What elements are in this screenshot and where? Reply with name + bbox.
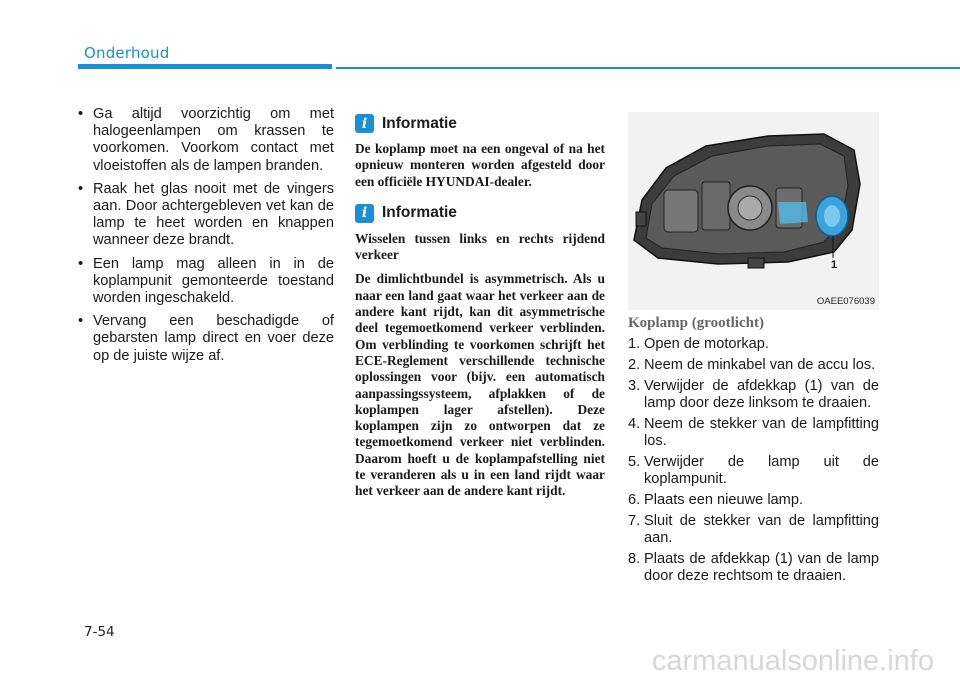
list-item: • Vervang een beschadigde of gebarsten lamp direct en voer deze op de juiste wijze af. (78, 313, 334, 364)
info-title: Informatie (382, 204, 457, 222)
list-item: 1. Open de motorkap. (628, 336, 769, 352)
header-rule-thin (336, 67, 960, 69)
headlamp-illustration (628, 112, 879, 310)
right-column (628, 315, 879, 589)
page-number: 7-54 (84, 624, 115, 640)
info-title: Informatie (382, 114, 457, 132)
list-item: 6. Plaats een nieuwe lamp. (628, 492, 804, 508)
list-item: • Ga altijd voorzichtig om met halogeenlampen om krassen te voorkomen. Voorkom contact met vloeistoffen als de lampen branden. (78, 106, 334, 174)
callout-label: 1 (831, 259, 838, 271)
procedure-title: Koplamp (grootlicht) (628, 315, 764, 331)
list-item: 7. Sluit de stekker van de lampfitting aan. (628, 513, 879, 546)
step-list (628, 336, 879, 585)
list-item: 4. Neem de stekker van de lampfitting los. (628, 416, 879, 449)
headlamp-figure (628, 112, 879, 310)
info-icon: i (355, 114, 374, 133)
info-text: De dimlichtbundel is asymmetrisch. Als u naar een land gaat waar het verkeer aan de andere kant rijdt, kan dit asymmetrische deel tegemoetkomend verkeer verblinden. Om verblinding te voorkomen schrijft het ECE-Reglement verschillende technische oplossingen voor (bijv. een automatisch aanpassingssysteem, afplakken of de koplampen lager afstellen). Deze koplampen zijn zo ontworpen dat ze tegemoetkomend verkeer niet verblinden. Daarom hoeft u de koplampafstelling niet te veranderen als u in een land rijdt waar het verkeer aan de andere kant rijdt. (355, 271, 605, 499)
list-item: • Raak het glas nooit met de vingers aan. Door achtergebleven vet kan de lamp te heet worden en knappen wanneer deze brandt. (78, 180, 334, 249)
watermark: carmanualsonline.info (651, 645, 934, 677)
list-item: 8. Plaats de afdekkap (1) van de lamp door deze rechtsom te draaien. (628, 551, 879, 584)
list-item: 2. Neem de minkabel van de accu los. (628, 357, 876, 373)
list-item: 5. Verwijder de lamp uit de koplampunit. (628, 454, 879, 487)
info-icon: i (355, 204, 374, 223)
info-box-1 (355, 114, 605, 190)
list-item: 3. Verwijder de afdekkap (1) van de lamp door deze linksom te draaien. (628, 378, 879, 411)
section-title: Onderhoud (84, 44, 170, 62)
left-column (76, 106, 334, 371)
info-box-2 (355, 204, 605, 500)
info-subtitle: Wisselen tussen links en rechts rijdend verkeer (355, 230, 605, 263)
info-text: De koplamp moet na een ongeval of na het opnieuw monteren worden afgesteld door een officiële HYUNDAI-dealer. (355, 141, 605, 189)
bullet-list (76, 106, 334, 365)
list-item: • Een lamp mag alleen in in de koplampunit gemonteerde toestand worden ingeschakeld. (78, 255, 334, 307)
figure-code: OAEE076039 (816, 296, 875, 307)
header-rule-thick (78, 64, 332, 69)
middle-column (355, 114, 605, 508)
